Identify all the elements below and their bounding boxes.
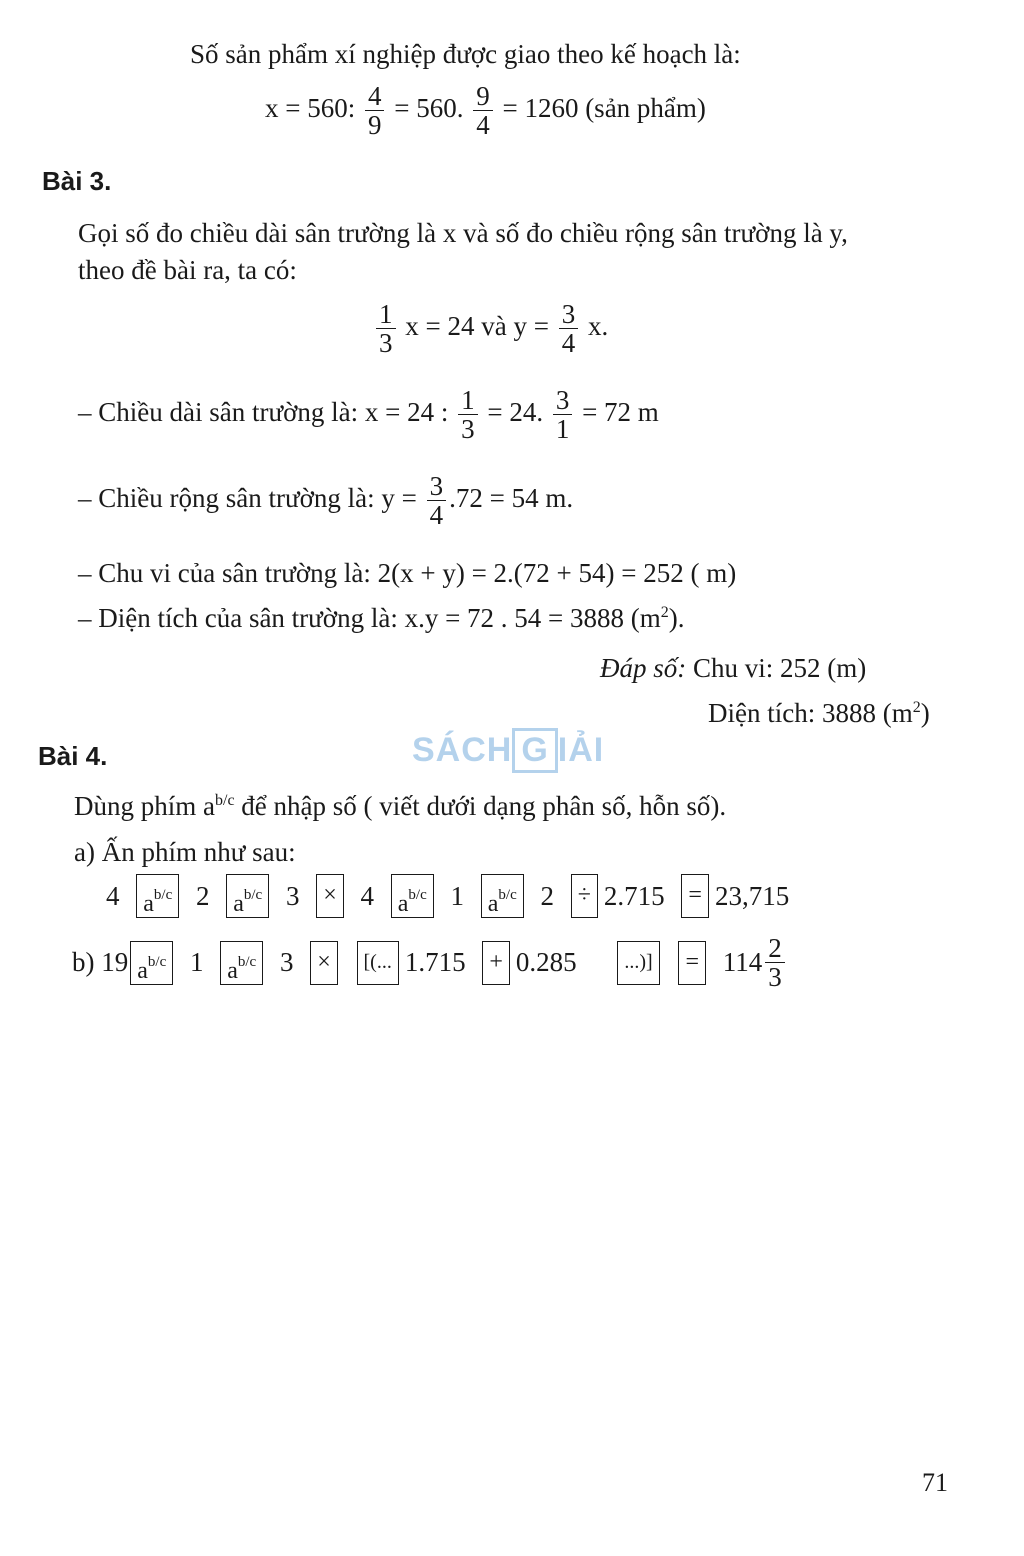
eq-part: = 560. (394, 93, 464, 124)
denominator: 9 (367, 110, 382, 141)
fraction-key (130, 941, 173, 985)
bai3-heading: Bài 3. (42, 166, 112, 196)
bai3-length (78, 386, 659, 444)
key-label: a (143, 891, 154, 917)
key-label: a (397, 891, 409, 917)
key-label: a (487, 891, 499, 917)
numerator: 9 (473, 82, 493, 111)
numerator: 3 (559, 300, 579, 329)
watermark-text: IẢI (557, 731, 605, 769)
bai4-a-label: a) Ấn phím như sau: (74, 837, 296, 867)
numerator: 2 (765, 934, 785, 963)
bai4-heading: Bài 4. (38, 741, 108, 771)
fraction (553, 386, 573, 444)
equals-key: = (678, 941, 706, 985)
watermark-logo (412, 728, 604, 773)
denominator: 4 (476, 110, 490, 141)
key-sequence-b (72, 934, 788, 992)
digit: 2 (195, 880, 210, 911)
eq-part: x = 24 và y = (405, 311, 549, 342)
fraction-key (481, 874, 524, 918)
eq-part: = 24. (487, 397, 544, 428)
key-label: a (233, 891, 244, 917)
watermark-text: SÁCH (412, 731, 513, 769)
multiply-key: × (316, 874, 344, 918)
denominator: 3 (768, 962, 782, 993)
intro-sentence: Số sản phẩm xí nghiệp được giao theo kế hoạch là: (190, 39, 741, 69)
superscript: b/c (215, 792, 235, 809)
bai3-system (373, 300, 608, 358)
number: 1.715 (404, 947, 466, 978)
eq-part: Dùng phím a (74, 791, 215, 821)
row-label: b) 19 (72, 947, 129, 978)
key-label: a (227, 957, 238, 984)
eq-part: = 72 m (582, 397, 659, 428)
denominator: 3 (379, 328, 393, 359)
fraction (458, 386, 478, 444)
key-sup: b/c (498, 887, 517, 903)
fraction (559, 300, 579, 358)
fraction (473, 82, 493, 140)
key-sup: b/c (237, 953, 257, 970)
divide-key: ÷ (571, 874, 598, 918)
eq-part: x = 560: (265, 93, 356, 124)
bai3-width (78, 472, 573, 530)
key-label: a (137, 957, 148, 984)
superscript: 2 (660, 604, 669, 621)
superscript: 2 (912, 699, 921, 716)
eq-part: .72 = 54 m. (449, 483, 574, 514)
key-sup: b/c (408, 887, 427, 903)
eq-part: ). (668, 603, 685, 633)
open-paren-key: [(... (357, 941, 399, 985)
eq-part: = 1260 (sản phẩm) (502, 93, 706, 124)
digit: 4 (360, 880, 375, 911)
digit: 4 (106, 880, 120, 911)
multiply-key: × (310, 941, 338, 985)
eq-part: – Chiều dài sân trường là: x = 24 : (78, 397, 449, 428)
number: 2.715 (603, 880, 665, 911)
fraction (765, 934, 785, 992)
intro-equation (265, 82, 706, 140)
digit: 3 (279, 947, 294, 978)
eq-part: Diện tích: 3888 (m (708, 698, 913, 728)
page-number: 71 (922, 1468, 948, 1497)
bai3-paragraph-2: theo đề bài ra, ta có: (78, 255, 297, 285)
numerator: 3 (553, 386, 573, 415)
key-sequence-a (102, 874, 793, 918)
digit: 3 (285, 880, 300, 911)
fraction-key (391, 874, 434, 918)
denominator: 4 (561, 328, 576, 359)
numerator: 1 (458, 386, 478, 415)
bai3-answer-area (708, 697, 930, 729)
fraction (376, 300, 396, 358)
eq-part: – Chiều rộng sân trường là: y = (78, 483, 417, 514)
digit: 1 (450, 880, 464, 911)
eq-part: để nhập số ( viết dưới dạng phân số, hỗn số). (234, 791, 727, 821)
denominator: 4 (429, 500, 444, 531)
key-sup: b/c (243, 887, 263, 903)
bai4-paragraph (74, 790, 726, 822)
digit: 1 (189, 947, 204, 978)
numerator: 4 (365, 82, 385, 111)
plus-key: + (482, 941, 510, 985)
bai3-paragraph-1: Gọi số đo chiều dài sân trường là x và số đo chiều rộng sân trường là y, (78, 218, 848, 248)
fraction-key (136, 874, 179, 918)
denominator: 1 (555, 414, 570, 445)
digit: 2 (540, 880, 554, 911)
equals-key: = (681, 874, 709, 918)
fraction-key (220, 941, 263, 985)
bai3-perimeter: – Chu vi của sân trường là: 2(x + y) = 2.(72 + 54) = 252 ( m) (78, 558, 737, 588)
bai3-answer (600, 652, 866, 684)
close-paren-key: ...)] (617, 941, 659, 985)
result-whole: 114 (722, 947, 763, 978)
answer-label: Đáp số: (600, 653, 687, 683)
answer-perimeter: Chu vi: 252 (m) (693, 653, 867, 683)
number: 0.285 (515, 947, 577, 978)
fraction (365, 82, 385, 140)
denominator: 3 (461, 414, 475, 445)
result: 23,715 (714, 880, 790, 911)
eq-part: x. (587, 311, 609, 342)
key-sup: b/c (147, 953, 167, 970)
watermark-box: G (512, 728, 557, 773)
fraction-key (226, 874, 269, 918)
bai3-area (78, 602, 685, 634)
eq-part: – Diện tích của sân trường là: x.y = 72 . 54 = 3888 (m (78, 603, 661, 633)
key-sup: b/c (153, 887, 173, 903)
eq-part: ) (920, 698, 930, 728)
numerator: 1 (376, 300, 396, 329)
numerator: 3 (427, 472, 447, 501)
fraction (427, 472, 447, 530)
